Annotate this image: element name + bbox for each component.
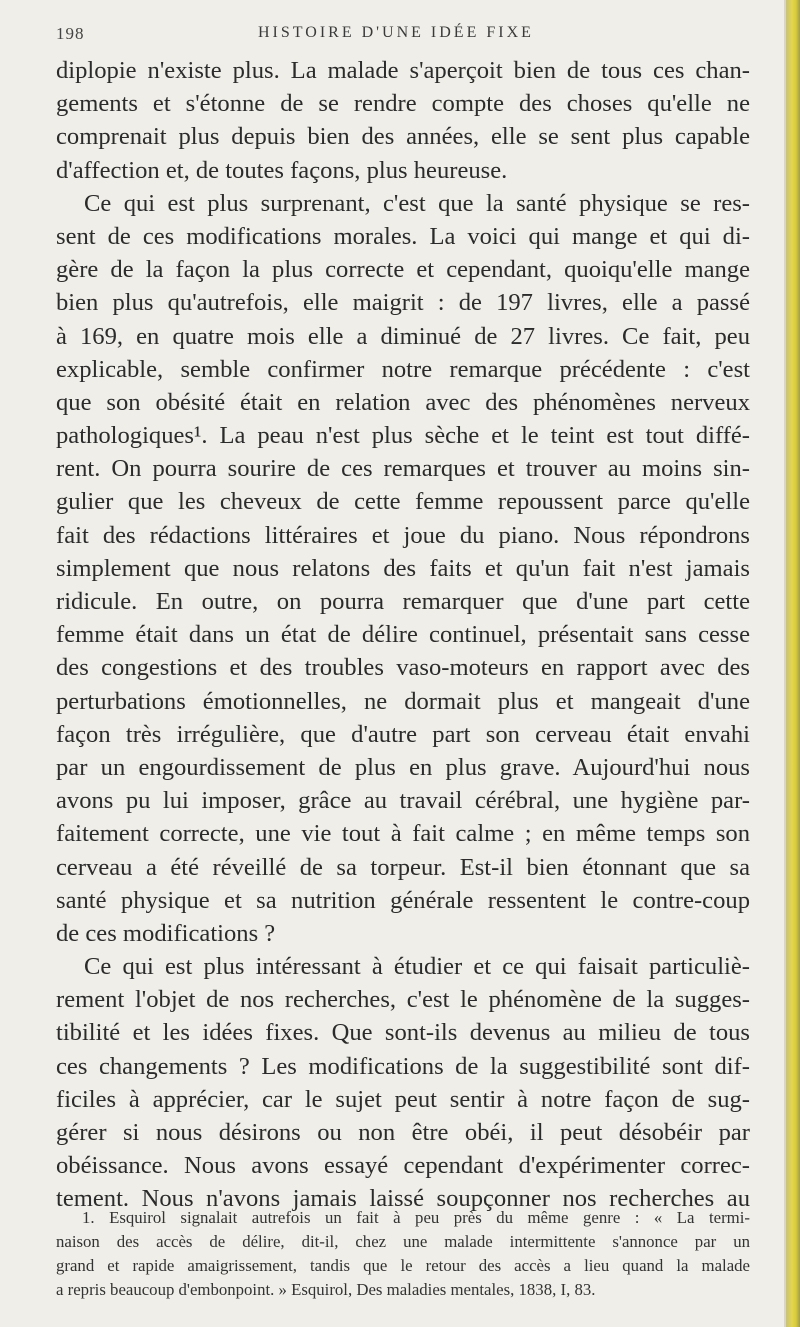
book-edge xyxy=(786,0,800,1327)
text-line: sent de ces modifications morales. La voici qui mange et qui di- xyxy=(56,222,750,250)
page-number: 198 xyxy=(56,24,85,43)
footnote-line: grand et rapide amaigrissement, tandis que le retour des accès a lieu quand la malade xyxy=(56,1256,750,1275)
text-line: que son obésité était en relation avec des phénomènes nerveux xyxy=(56,388,750,416)
text-line: femme était dans un état de délire continuel, présentait sans cesse xyxy=(56,621,750,649)
text-line: par un engourdissement de plus en plus grave. Aujourd'hui nous xyxy=(56,753,750,781)
text-line: cerveau a été réveillé de sa torpeur. Est-il bien étonnant que sa xyxy=(56,853,750,881)
footnotes xyxy=(56,1206,750,1302)
text-line: obéissance. Nous avons essayé cependant d'expérimenter correc- xyxy=(56,1152,750,1180)
text-line: gulier que les cheveux de cette femme repoussent parce qu'elle xyxy=(56,488,750,516)
text-line: de ces modifications ? xyxy=(56,919,276,947)
text-line: d'affection et, de toutes façons, plus heureuse. xyxy=(56,156,508,184)
text-line: façon très irrégulière, que d'autre part son cerveau était envahi xyxy=(56,720,750,748)
text-line: Ce qui est plus intéressant à étudier et ce qui faisait particuliè- xyxy=(84,953,750,981)
text-line: gérer si nous désirons ou non être obéi, il peut désobéir par xyxy=(56,1119,750,1146)
text-line: gements et s'étonne de se rendre compte des choses qu'elle ne xyxy=(56,90,750,118)
text-line: ces changements ? Les modifications de la suggestibilité sont dif- xyxy=(56,1052,750,1080)
text-line: bien plus qu'autrefois, elle maigrit : de 197 livres, elle a passé xyxy=(56,289,750,317)
text-line: gère de la façon la plus correcte et cependant, quoiqu'elle mange xyxy=(56,256,750,284)
text-line: perturbations émotionnelles, ne dormait plus et mangeait d'une xyxy=(56,687,750,715)
text-line: Ce qui est plus surprenant, c'est que la santé physique se res- xyxy=(84,189,750,217)
text-line: pathologiques¹. La peau n'est plus sèche et le teint est tout diffé- xyxy=(56,422,750,450)
text-line: ridicule. En outre, on pourra remarquer que d'une part cette xyxy=(56,588,750,615)
text-line: simplement que nous relatons des faits et qu'un fait n'est jamais xyxy=(56,554,750,582)
text-line: santé physique et sa nutrition générale ressentent le contre-coup xyxy=(56,886,750,914)
running-head: HISTOIRE D'UNE IDÉE FIXE xyxy=(258,24,534,41)
footnote-line: 1. Esquirol signalait autrefois un fait à peu près du même genre : « La termi- xyxy=(82,1208,750,1227)
text-line: rent. On pourra sourire de ces remarques et trouver au moins sin- xyxy=(56,455,750,483)
text-line: ficiles à apprécier, car le sujet peut sentir à notre façon de sug- xyxy=(56,1085,750,1113)
page-header xyxy=(0,22,788,46)
text-line: faitement correcte, une vie tout à fait calme ; en même temps son xyxy=(56,820,750,848)
text-line: avons pu lui imposer, grâce au travail cérébral, une hygiène par- xyxy=(56,787,750,815)
text-line: rement l'objet de nos recherches, c'est le phénomène de la sugges- xyxy=(56,986,750,1014)
body-text xyxy=(56,54,750,1216)
text-line: comprenait plus depuis bien des années, elle se sent plus capable xyxy=(56,123,750,151)
text-line: des congestions et des troubles vaso-moteurs en rapport avec des xyxy=(56,654,750,682)
text-line: à 169, en quatre mois elle a diminué de 27 livres. Ce fait, peu xyxy=(56,322,750,350)
text-line: fait des rédactions littéraires et joue du piano. Nous répondrons xyxy=(56,521,750,549)
text-line: diplopie n'existe plus. La malade s'aperçoit bien de tous ces chan- xyxy=(56,57,750,84)
text-line: tement. Nous n'avons jamais laissé soupçonner nos recherches au xyxy=(56,1185,750,1213)
text-line: explicable, semble confirmer notre remarque précédente : c'est xyxy=(56,355,750,383)
footnote-line: naison des accès de délire, dit-il, chez une malade intermittente s'annonce par un xyxy=(56,1232,750,1251)
text-line: tibilité et les idées fixes. Que sont-ils devenus au milieu de tous xyxy=(56,1019,750,1047)
footnote-line: a repris beaucoup d'embonpoint. » Esquirol, Des maladies mentales, 1838, I, 83. xyxy=(56,1280,596,1299)
